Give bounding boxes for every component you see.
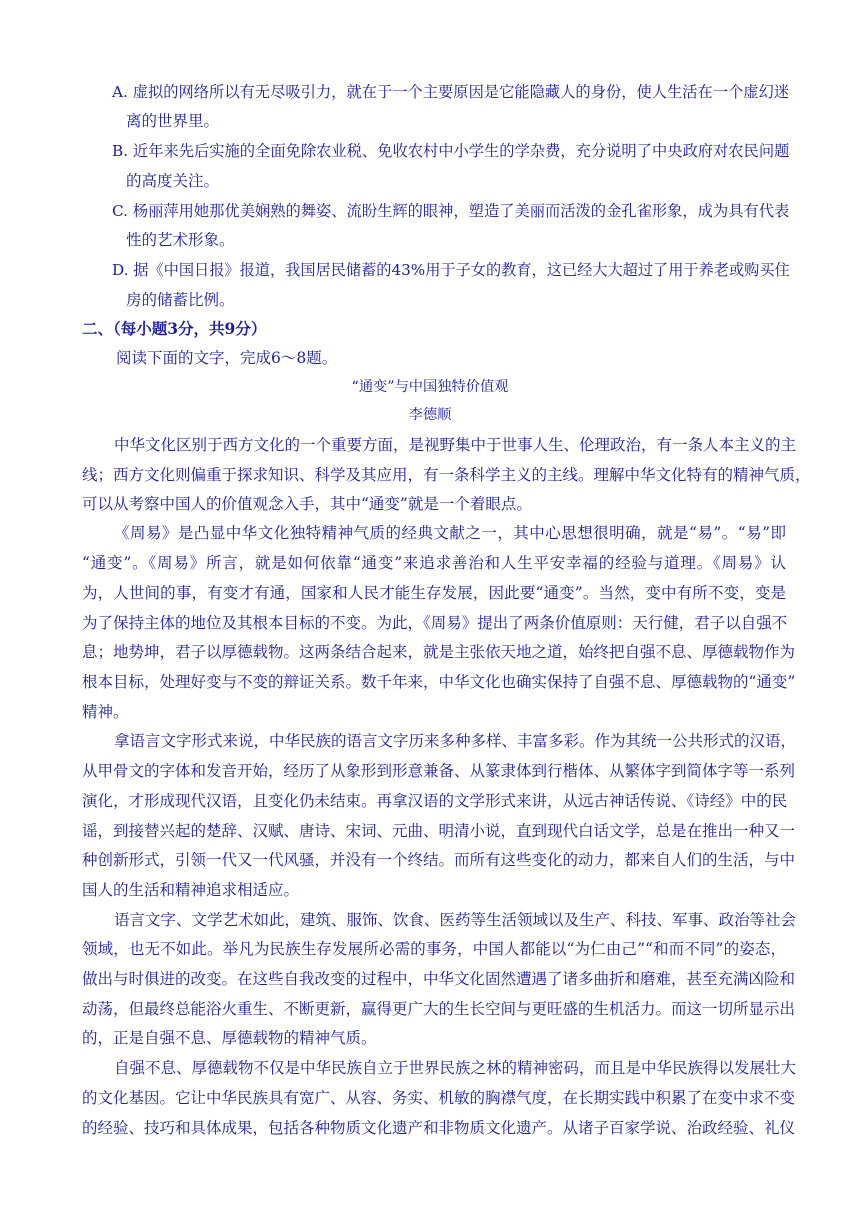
option-d-line1: D. 据《中国日报》报道，我国居民储蓄的43%用于子女的教育，这已经大大超过了用于养老或购买住 (112, 261, 790, 279)
option-c-line2: 性的艺术形象。 (126, 231, 235, 249)
option-b-line2: 的高度关注。 (126, 172, 220, 190)
body-line: 从甲骨文的字体和发音开始，经历了从象形到形意兼备、从篆隶体到行楷体、从繁体字到简体字等一系列 (82, 762, 796, 780)
body-line: 的，正是自强不息、厚德载物的精神气质。 (82, 1029, 377, 1047)
option-a-line2: 离的世界里。 (126, 112, 220, 130)
body-line: 《周易》是凸显中华文化独特精神气质的经典文献之一，其中心思想很明确，就是“易”。“易”即 (114, 524, 786, 542)
body-line: 领域，也无不如此。举凡为民族生存发展所必需的事务，中国人都能以“为仁由己”“和而不同”的姿态， (82, 940, 786, 958)
body-line: 根本目标，处理好变与不变的辩证关系。数千年来，中华文化也确实保持了自强不息、厚德载物的“通变” (82, 673, 796, 691)
section-heading: 二、（每小题3分，共9分） (82, 319, 267, 338)
body-line: 自强不息、厚德载物不仅是中华民族自立于世界民族之林的精神密码，而且是中华民族得以发展壮大 (114, 1059, 797, 1077)
body-line: 可以从考察中国人的价值观念入手，其中“通变”就是一个着眼点。 (82, 495, 532, 513)
option-c-line1: C. 杨丽萍用她那优美娴熟的舞姿、流盼生辉的眼神，塑造了美丽而活泼的金孔雀形象，成为具有代表 (112, 202, 790, 220)
article-author: 李德顺 (408, 407, 452, 423)
body-line: 为了保持主体的地位及其根本目标的不变。为此，《周易》提出了两条价值原则：天行健，君子以自强不 (82, 614, 788, 632)
body-line: “通变”。《周易》所言，就是如何依靠“通变”来追求善治和人生平安幸福的经验与道理。《周易》认 (82, 554, 786, 572)
body-line: 精神。 (82, 703, 129, 721)
body-line: 演化，才形成现代汉语，且变化仍未结束。再拿汉语的文学形式来讲，从远古神话传说、《诗经》中的民 (82, 792, 788, 810)
body-line: 动荡，但最终总能浴火重生、不断更新，赢得更广大的生长空间与更旺盛的生机活力。而这一切所显示出 (82, 1000, 796, 1018)
body-line: 谣，到接替兴起的楚辞、汉赋、唐诗、宋词、元曲、明清小说，直到现代白话文学，总是在推出一种又一 (82, 822, 796, 840)
body-line: 的经验、技巧和具体成果，包括各种物质文化遗产和非物质文化遗产。从诸子百家学说、治政经验、礼仪 (82, 1119, 796, 1137)
option-a-line1: A. 虚拟的网络所以有无尽吸引力，就在于一个主要原因是它能隐藏人的身份，使人生活在一个虚幻迷 (112, 83, 790, 101)
body-line: 拿语言文字形式来说，中华民族的语言文字历来多种多样、丰富多彩。作为其统一公共形式的汉语， (114, 732, 797, 750)
option-b-line1: B. 近年来先后实施的全面免除农业税、免收农村中小学生的学杂费，充分说明了中央政府对农民问题 (112, 142, 790, 160)
body-line: 种创新形式，引领一代又一代风骚，并没有一个终结。而所有这些变化的动力，都来自人们的生活，与中 (82, 851, 796, 869)
body-line: 中华文化区别于西方文化的一个重要方面，是视野集中于世事人生、伦理政治，有一条人本主义的主 (114, 436, 797, 454)
body-line: 线；西方文化则偏重于探求知识、科学及其应用，有一条科学主义的主线。理解中华文化特有的精神气质， (82, 466, 811, 484)
body-line: 国人的生活和精神追求相适应。 (82, 881, 300, 899)
body-line: 的文化基因。它让中华民族具有宽广、从容、务实、机敏的胸襟气度，在长期实践中积累了在变中求不变 (82, 1089, 796, 1107)
body-line: 做出与时俱进的改变。在这些自我改变的过程中，中华文化固然遭遇了诸多曲折和磨难，甚至充满凶险和 (82, 970, 796, 988)
option-d-line2: 房的储蓄比例。 (126, 291, 235, 309)
instruction: 阅读下面的文字，完成6～8题。 (116, 349, 338, 367)
article-title: “通变”与中国独特价值观 (351, 379, 509, 395)
body-line: 语言文字、文学艺术如此，建筑、服饰、饮食、医药等生活领域以及生产、科技、军事、政治等社会 (114, 911, 797, 929)
body-line: 为，人世间的事，有变才有通，国家和人民才能生存发展，因此要“通变”。当然，变中有所不变，变是 (82, 584, 786, 602)
body-line: 息；地势坤，君子以厚德载物。这两条结合起来，就是主张依天地之道，始终把自强不息、厚德载物作为 (82, 643, 796, 661)
